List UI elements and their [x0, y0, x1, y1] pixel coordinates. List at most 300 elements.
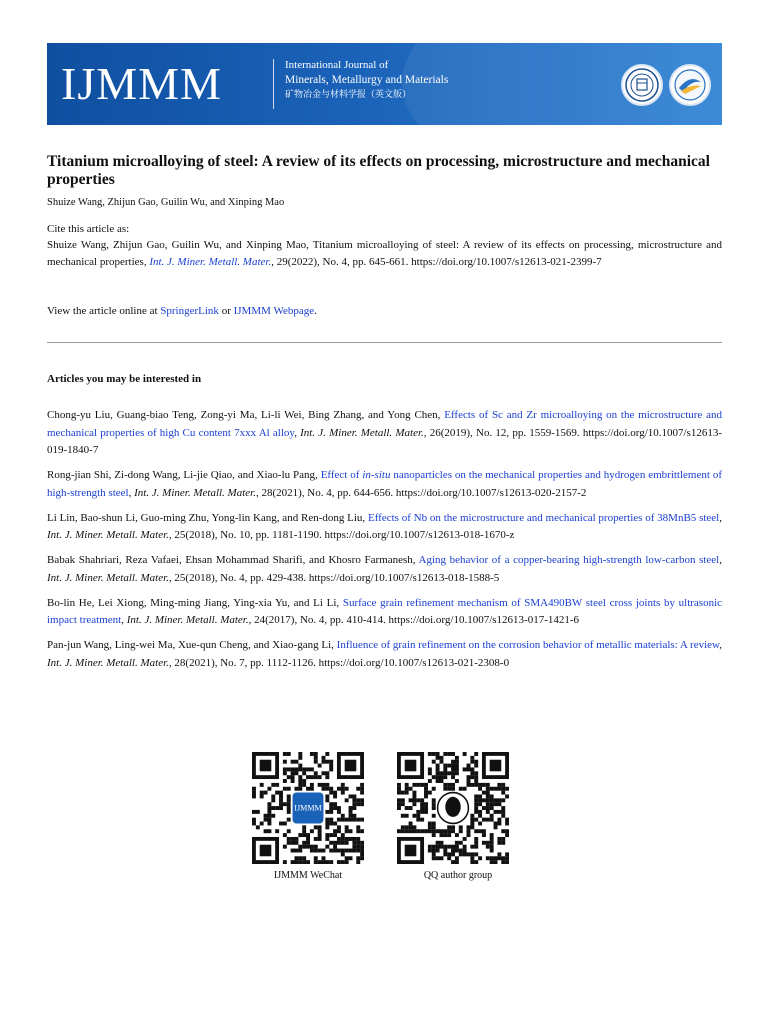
qr-module: [451, 764, 455, 768]
qr-module: [412, 814, 416, 818]
qr-module: [294, 787, 298, 791]
qr-module: [474, 783, 478, 787]
qr-module: [467, 767, 471, 771]
qr-module: [401, 814, 405, 818]
qr-module: [478, 783, 482, 787]
qr-module: [432, 814, 436, 818]
qr-module: [341, 841, 345, 845]
qr-module: [275, 791, 279, 795]
journal-name-line1: International Journal of: [285, 59, 389, 71]
qr-module: [256, 825, 260, 829]
qr-module: [474, 829, 478, 833]
qr-module: [294, 771, 298, 775]
qr-module: [291, 775, 295, 779]
qr-module: [467, 775, 471, 779]
qr-module: [486, 787, 490, 791]
qr-module: [356, 841, 360, 845]
qr-module: [474, 806, 478, 810]
qr-module: [352, 802, 356, 806]
wechat-qr-code[interactable]: [252, 752, 364, 864]
qr-module: [352, 814, 356, 818]
qq-group-qr-code[interactable]: [397, 752, 509, 864]
qr-module: [291, 771, 295, 775]
qr-module: [325, 760, 329, 764]
qr-module: [432, 775, 436, 779]
qr-module: [436, 849, 440, 853]
qr-module: [505, 856, 509, 860]
qr-module: [455, 771, 459, 775]
qq-qr-caption: QQ author group: [423, 870, 493, 881]
qr-module: [501, 806, 505, 810]
qr-module: [314, 845, 318, 849]
qr-module: [490, 794, 494, 798]
qr-module: [455, 841, 459, 845]
qr-module: [279, 806, 283, 810]
related-article-authors: Bo-lin He, Lei Xiong, Ming-ming Jiang, Ying-xia Yu, and Li Li,: [47, 596, 343, 609]
qr-module: [455, 860, 459, 864]
qr-module: [329, 767, 333, 771]
qr-module: [325, 771, 329, 775]
qr-module: [463, 787, 467, 791]
related-article-details: , 28(2021), No. 7, pp. 1112-1126. https://doi.org/10.1007/s12613-021-2308-0: [168, 656, 510, 669]
qr-module: [478, 810, 482, 814]
qr-module: [412, 798, 416, 802]
qr-module: [322, 856, 326, 860]
related-articles-list: [47, 407, 722, 680]
qr-module: [337, 829, 341, 833]
related-article-authors: Li Lin, Bao-shun Li, Guo-ming Zhu, Yong-lin Kang, and Ren-dong Liu,: [47, 511, 368, 524]
qr-module: [470, 771, 474, 775]
qr-module: [337, 860, 341, 864]
qr-module: [486, 798, 490, 802]
qr-module: [333, 794, 337, 798]
qr-module: [455, 849, 459, 853]
separator: ,: [128, 486, 135, 499]
separator: ,: [719, 639, 723, 651]
qr-module: [486, 856, 490, 860]
qr-module: [412, 783, 416, 787]
qr-module: [360, 856, 364, 860]
qr-module: [287, 752, 291, 756]
qr-module: [424, 791, 428, 795]
qr-module: [482, 806, 486, 810]
qr-module: [302, 841, 306, 845]
qr-module: [352, 818, 356, 822]
related-article-title-link[interactable]: Effects of Nb on the microstructure and mechanical properties of 38MnB5 steel: [367, 511, 720, 524]
qr-module: [432, 852, 436, 856]
qr-module: [416, 814, 420, 818]
qr-module: [451, 787, 455, 791]
qr-module: [474, 860, 478, 864]
qr-module: [455, 845, 459, 849]
qr-module: [291, 860, 295, 864]
qr-module: [264, 818, 268, 822]
qr-module: [416, 798, 420, 802]
qr-module: [451, 845, 455, 849]
qr-module: [467, 829, 471, 833]
qr-module: [482, 818, 486, 822]
qr-module: [298, 833, 302, 837]
qr-module: [420, 798, 424, 802]
qr-module: [405, 787, 409, 791]
qr-module: [322, 783, 326, 787]
qr-module: [322, 860, 326, 864]
qr-module: [314, 856, 318, 860]
qr-module: [501, 841, 505, 845]
qr-module: [360, 818, 364, 822]
qr-module: [349, 818, 353, 822]
wechat-qr-caption: IJMMM WeChat: [273, 870, 343, 881]
qr-module: [470, 856, 474, 860]
qr-module: [424, 794, 428, 798]
qr-module: [455, 764, 459, 768]
qr-module: [416, 818, 420, 822]
qr-module: [467, 764, 471, 768]
qr-module: [310, 845, 314, 849]
qr-module: [267, 818, 271, 822]
qr-module: [474, 810, 478, 814]
ijmmm-webpage-link[interactable]: IJMMM Webpage: [233, 305, 315, 317]
citation-details: , 29(2022), No. 4, pp. 645-661. https://doi.org/10.1007/s12613-021-2399-7: [271, 256, 602, 268]
qr-module: [501, 783, 505, 787]
qr-module: [341, 837, 345, 841]
qr-module: [252, 818, 256, 822]
qr-module: [352, 798, 356, 802]
qr-module: [432, 856, 436, 860]
qr-module: [279, 791, 283, 795]
qr-module: [291, 849, 295, 853]
qr-module: [470, 767, 474, 771]
qr-module: [283, 787, 287, 791]
qr-module: [470, 760, 474, 764]
qr-module: [420, 783, 424, 787]
qr-module: [424, 810, 428, 814]
qr-module: [432, 787, 436, 791]
qr-module: [314, 825, 318, 829]
qr-module: [397, 783, 401, 787]
qr-module: [490, 856, 494, 860]
qr-module: [416, 810, 420, 814]
qr-module: [345, 798, 349, 802]
qr-module: [291, 779, 295, 783]
qr-module: [447, 852, 451, 856]
qr-module: [401, 802, 405, 806]
qr-module: [325, 798, 329, 802]
qr-module: [302, 779, 306, 783]
qr-module: [501, 798, 505, 802]
qr-module: [436, 829, 440, 833]
qr-module: [267, 822, 271, 826]
qr-module: [490, 814, 494, 818]
qr-module: [447, 825, 451, 829]
qr-module: [451, 825, 455, 829]
qr-module: [329, 849, 333, 853]
qr-module: [287, 837, 291, 841]
qr-module: [447, 833, 451, 837]
qr-module: [329, 810, 333, 814]
related-article-details: , 26(2019), No. 12, pp. 1559-1569. https://doi.org/10.1007/s12613-019-1840-7: [47, 426, 723, 456]
related-article-authors: Babak Shahriari, Reza Vafaei, Ehsan Mohammad Sharifi, and Khosro Farmanesh,: [47, 554, 419, 566]
qr-module: [428, 825, 432, 829]
qr-module: [318, 775, 322, 779]
qr-module: [497, 802, 501, 806]
qr-module: [478, 856, 482, 860]
qr-module: [501, 829, 505, 833]
qr-module: [318, 764, 322, 768]
qr-module: [505, 822, 509, 826]
qr-module: [337, 818, 341, 822]
qr-module: [443, 829, 447, 833]
qr-module: [409, 825, 413, 829]
qr-module: [474, 852, 478, 856]
qr-module: [490, 837, 494, 841]
qr-module: [443, 783, 447, 787]
qr-module: [360, 787, 364, 791]
qr-module: [451, 860, 455, 864]
qr-module: [470, 822, 474, 826]
qr-module: [302, 783, 306, 787]
related-article-title-link[interactable]: Effects of Sc and Zr microalloying on the microstructure and mechanical properties of high Cu content 7xxx Al alloy: [47, 409, 723, 439]
qr-module: [451, 783, 455, 787]
qr-module: [306, 775, 310, 779]
qr-module: [436, 767, 440, 771]
qr-module: [501, 810, 505, 814]
qr-module: [356, 787, 360, 791]
qr-module: [306, 837, 310, 841]
related-articles-heading: Articles you may be interested in: [47, 373, 202, 385]
qr-module: [310, 849, 314, 853]
separator: ,: [719, 554, 722, 566]
qr-module: [275, 806, 279, 810]
qr-module: [325, 860, 329, 864]
qr-module: [333, 829, 337, 833]
qr-module: [397, 829, 401, 833]
related-article-title-link[interactable]: Surface grain refinement mechanism of SMA490BW steel cross joints by ultrasonic impact treatment: [47, 596, 723, 626]
qr-module: [283, 845, 287, 849]
qr-module: [283, 822, 287, 826]
qr-module: [298, 767, 302, 771]
title-part: nanoparticles on the mechanical properties and hydrogen embrittlement of high-strength steel: [47, 469, 722, 499]
qr-module: [325, 825, 329, 829]
qr-module: [463, 849, 467, 853]
qr-module: [325, 787, 329, 791]
qr-module: [432, 845, 436, 849]
qr-module: [345, 860, 349, 864]
qr-module: [405, 806, 409, 810]
qr-module: [356, 798, 360, 802]
university-seal-icon: [621, 64, 663, 106]
related-article: [47, 467, 722, 502]
qr-module: [260, 791, 264, 795]
qr-module: [333, 802, 337, 806]
qr-module: [337, 810, 341, 814]
qr-module: [294, 860, 298, 864]
qr-module: [360, 791, 364, 795]
qr-module: [482, 798, 486, 802]
qr-module: [439, 771, 443, 775]
qr-module: [252, 822, 256, 826]
qr-module: [341, 791, 345, 795]
qr-module: [494, 860, 498, 864]
qr-module: [474, 779, 478, 783]
qr-module: [333, 791, 337, 795]
related-article-journal: Int. J. Miner. Metall. Mater.: [134, 486, 256, 499]
qr-module: [356, 849, 360, 853]
qr-module: [474, 841, 478, 845]
qr-module: [447, 829, 451, 833]
qr-module: [360, 783, 364, 787]
qr-module: [322, 849, 326, 853]
qr-module: [302, 829, 306, 833]
qr-module: [314, 860, 318, 864]
qr-module: [287, 810, 291, 814]
qr-module: [329, 860, 333, 864]
qr-module: [432, 752, 436, 756]
qr-module: [478, 822, 482, 826]
qr-module: [352, 841, 356, 845]
qr-module: [298, 756, 302, 760]
qr-module: [287, 798, 291, 802]
qr-module: [497, 837, 501, 841]
qr-module: [267, 802, 271, 806]
qr-module: [325, 818, 329, 822]
related-article-title-link[interactable]: Aging behavior of a copper-bearing high-strength low-carbon steel: [418, 554, 720, 566]
qr-module: [356, 818, 360, 822]
qr-module: [349, 829, 353, 833]
qr-module: [432, 849, 436, 853]
qr-module: [455, 833, 459, 837]
qr-module: [501, 837, 505, 841]
qr-module: [439, 775, 443, 779]
qr-module: [470, 860, 474, 864]
qr-module: [271, 794, 275, 798]
qr-module: [275, 783, 279, 787]
qr-module: [490, 798, 494, 802]
qr-module: [360, 845, 364, 849]
qr-module: [505, 829, 509, 833]
qr-module: [432, 829, 436, 833]
qr-module: [329, 802, 333, 806]
qr-module: [490, 833, 494, 837]
qr-module: [318, 783, 322, 787]
qr-module: [318, 837, 322, 841]
qr-module: [436, 841, 440, 845]
qr-module: [467, 852, 471, 856]
related-article-details: , 25(2018), No. 10, pp. 1181-1190. https://doi.org/10.1007/s12613-018-1670-z: [168, 529, 515, 541]
qr-module: [478, 802, 482, 806]
qr-module: [318, 829, 322, 833]
qr-module: [478, 814, 482, 818]
qr-module: [306, 787, 310, 791]
qr-module: [501, 787, 505, 791]
qr-module: [482, 791, 486, 795]
qr-module: [428, 767, 432, 771]
article-title: Titanium microalloying of steel: A review of its effects on processing, microstructure and mechanical properties: [47, 153, 710, 188]
qr-module: [314, 771, 318, 775]
qr-module: [486, 783, 490, 787]
qr-module: [345, 825, 349, 829]
qr-module: [267, 829, 271, 833]
qr-module: [325, 794, 329, 798]
qr-module: [345, 856, 349, 860]
qr-module: [356, 802, 360, 806]
related-article-journal: Int. J. Miner. Metall. Mater.: [300, 426, 424, 439]
qr-module: [501, 791, 505, 795]
qr-module: [405, 791, 409, 795]
qr-module: [474, 752, 478, 756]
qr-finder-core: [490, 760, 502, 772]
qr-module: [271, 814, 275, 818]
qr-module: [310, 829, 314, 833]
qr-module: [401, 829, 405, 833]
qr-module: [432, 806, 436, 810]
qr-module: [490, 802, 494, 806]
qr-module: [401, 825, 405, 829]
qr-module: [436, 764, 440, 768]
qr-module: [329, 833, 333, 837]
qr-module: [470, 775, 474, 779]
qr-module: [436, 845, 440, 849]
qr-module: [478, 798, 482, 802]
qr-module: [474, 764, 478, 768]
qr-module: [409, 829, 413, 833]
qr-module: [314, 837, 318, 841]
qr-module: [260, 822, 264, 826]
qr-module: [298, 860, 302, 864]
qr-module: [420, 829, 424, 833]
qr-finder-core: [260, 845, 272, 857]
qr-module: [451, 829, 455, 833]
springerlink-link[interactable]: SpringerLink: [160, 305, 219, 317]
qr-module: [478, 794, 482, 798]
citation-journal-link[interactable]: Int. J. Miner. Metall. Mater.: [149, 256, 272, 268]
qr-module: [298, 779, 302, 783]
qr-module: [302, 856, 306, 860]
qr-module: [314, 775, 318, 779]
qr-module: [447, 787, 451, 791]
qr-module: [470, 818, 474, 822]
qr-module: [486, 818, 490, 822]
qr-module: [497, 822, 501, 826]
qr-module: [439, 833, 443, 837]
qr-module: [443, 845, 447, 849]
qr-module: [428, 771, 432, 775]
view-online: [47, 304, 317, 318]
qr-module: [397, 798, 401, 802]
qr-module: [256, 810, 260, 814]
qr-module: [349, 806, 353, 810]
qr-module: [459, 787, 463, 791]
qr-module: [490, 841, 494, 845]
qr-module: [275, 829, 279, 833]
qr-module: [459, 849, 463, 853]
qr-module: [287, 802, 291, 806]
qr-module: [501, 860, 505, 864]
related-article-title-link[interactable]: Influence of grain refinement on the corrosion behavior of metallic materials: A review: [336, 639, 720, 651]
qr-module: [260, 794, 264, 798]
qr-module: [494, 787, 498, 791]
qr-module: [252, 787, 256, 791]
view-online-suffix: .: [314, 305, 317, 317]
qr-module: [470, 845, 474, 849]
qr-module: [494, 822, 498, 826]
qr-module: [279, 798, 283, 802]
article-authors: Shuize Wang, Zhijun Gao, Guilin Wu, and Xinping Mao: [47, 197, 285, 208]
qr-module: [318, 860, 322, 864]
qr-module: [310, 775, 314, 779]
qr-module: [439, 829, 443, 833]
qr-module: [294, 856, 298, 860]
